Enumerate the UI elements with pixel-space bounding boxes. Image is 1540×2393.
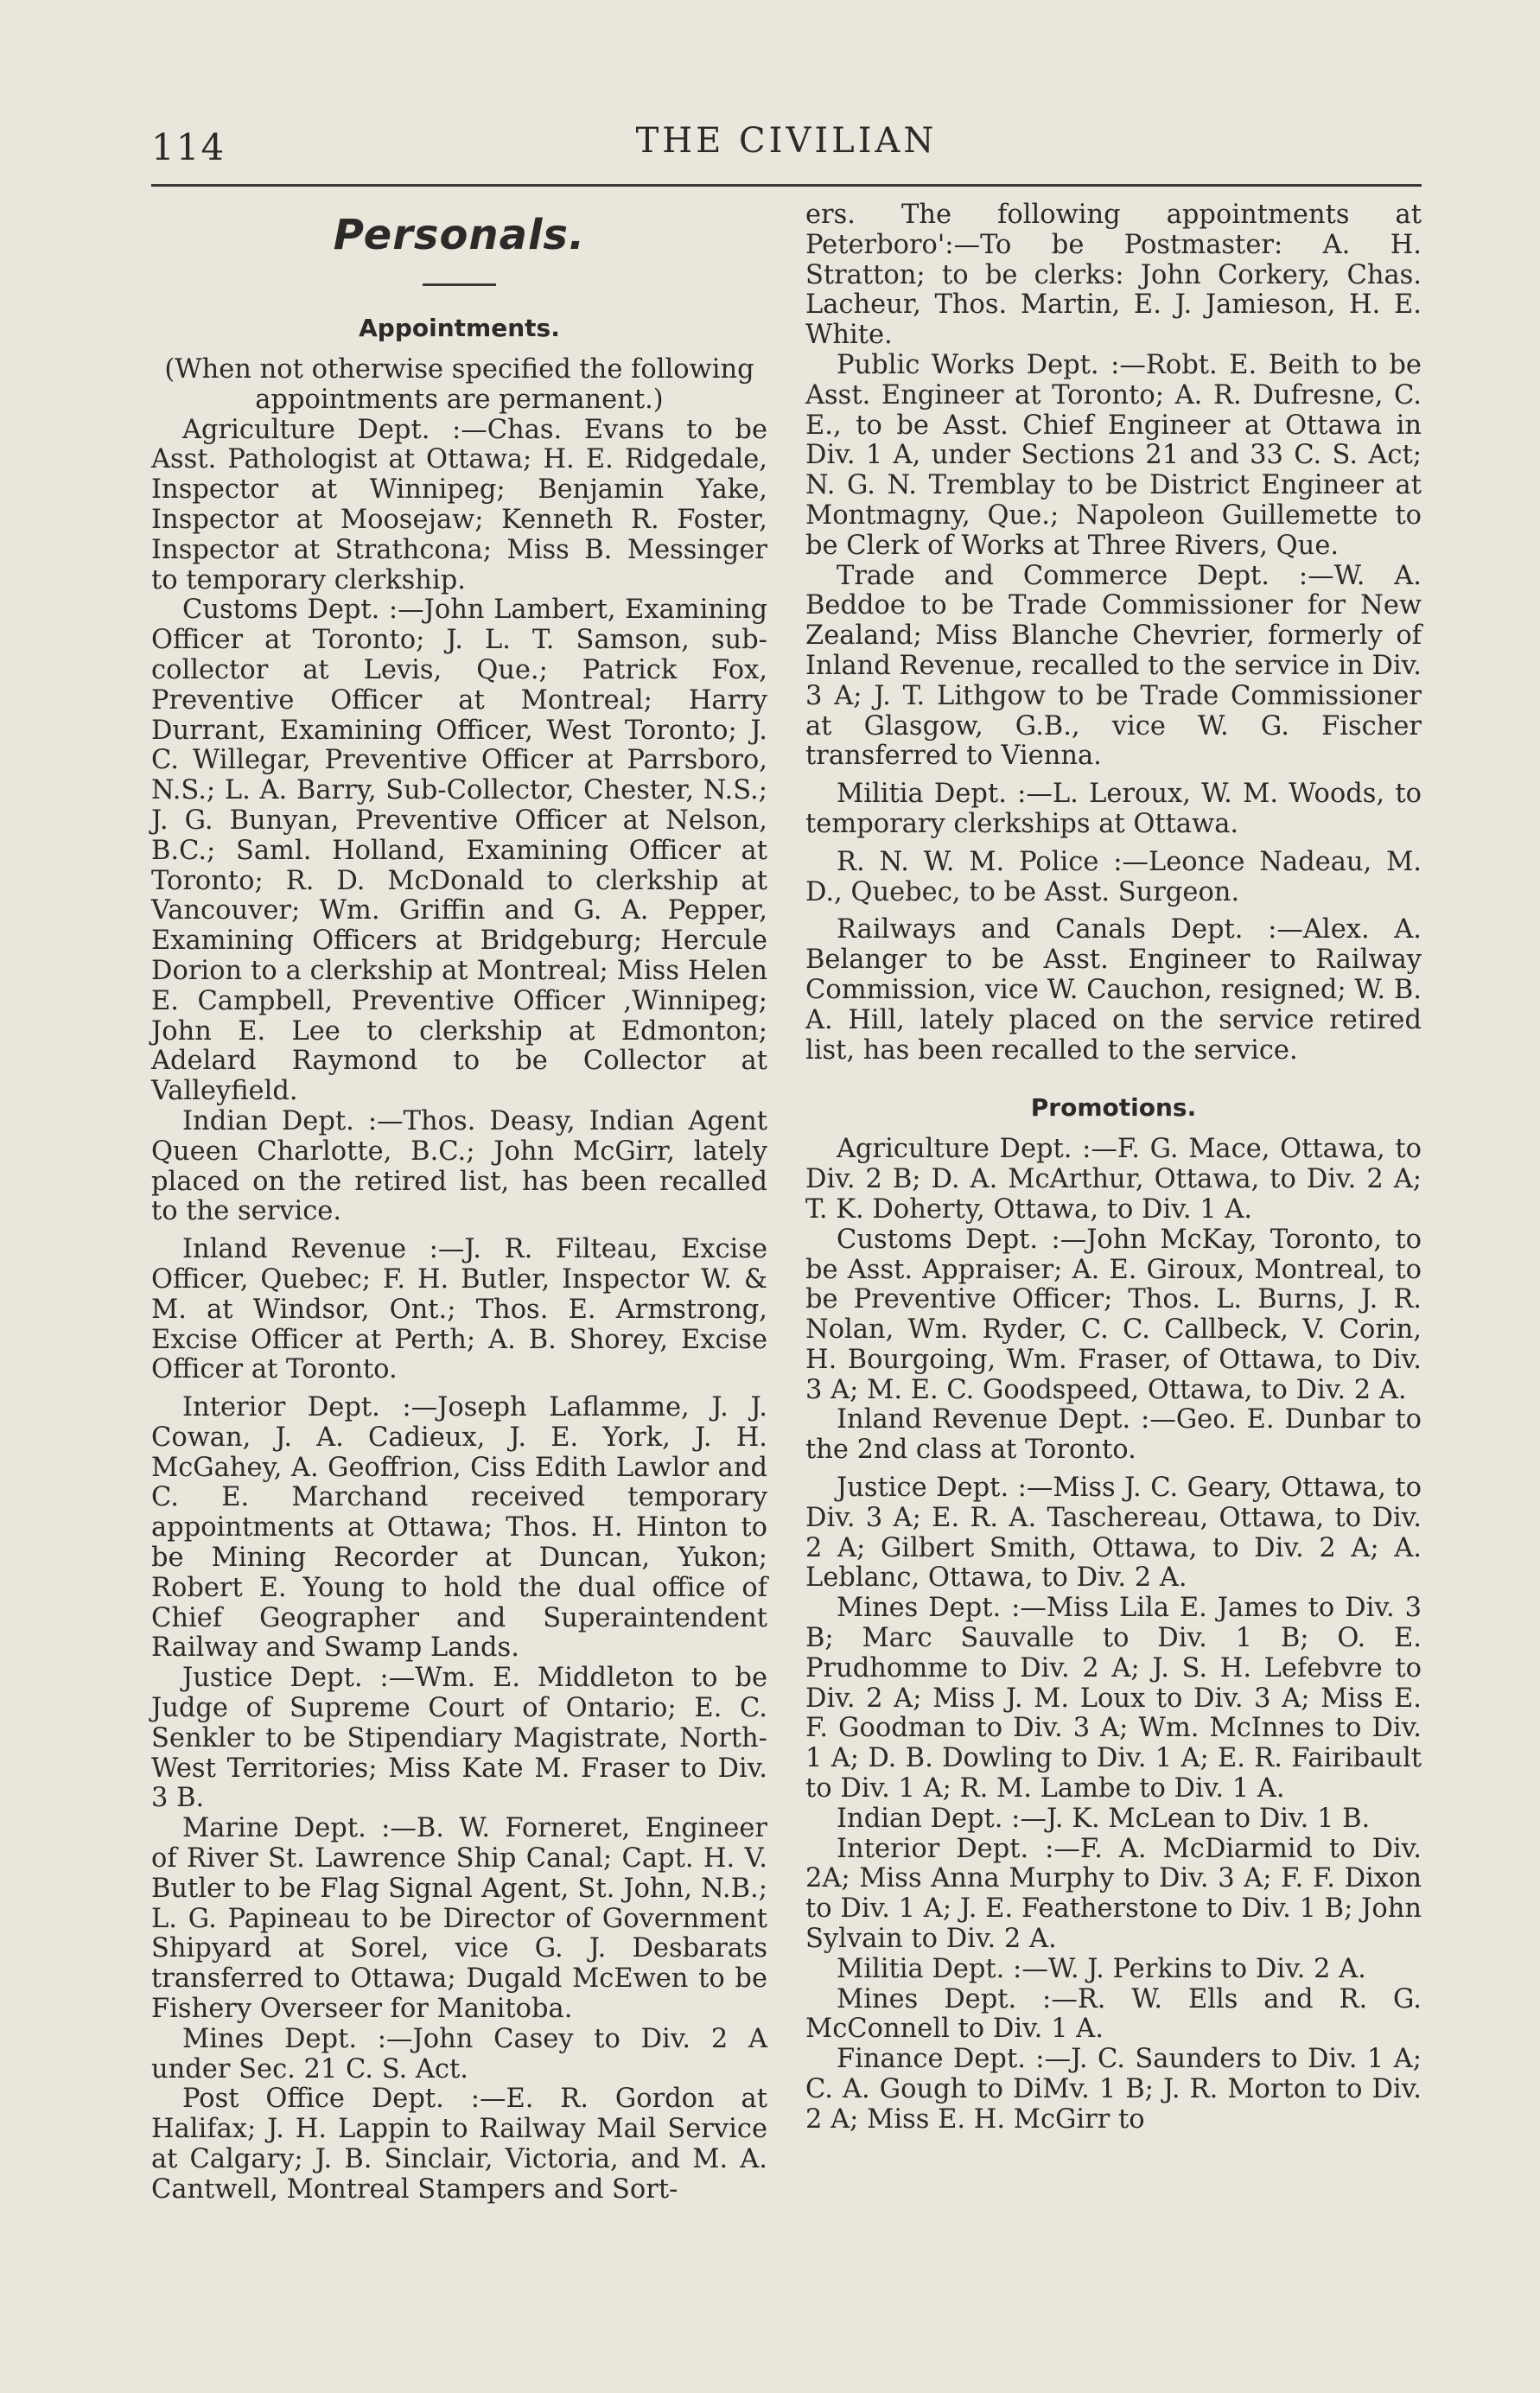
paragraph-police: R. N. W. M. Police :—Leonce Nadeau, M. D., Quebec, to be Asst. Surgeon. [805, 846, 1422, 907]
paragraph-customs: Customs Dept. :—John Lambert, Examining Officer at Toronto; J. L. T. Samson, sub-collector at Levis, Que.; Patrick Fox, Preventive Officer at Montreal; Harry Durrant, Examining Officer, West Toronto; J. C. Willegar, Preventive Officer at Parrsboro, N.S.; L. A. Barry, Sub-Collector, Chester, N.S.; J. G. Bunyan, Preventive Officer at Nelson, B.C.; Saml. Holland, Examining Officer at Toronto; R. D. McDonald to clerkship at Vancouver; Wm. Griffin and G. A. Pepper, Examining Officers at Bridgeburg; Hercule Dorion to a clerkship at Montreal; Miss Helen E. Campbell, Preventive Officer ,Winnipeg; John E. Lee to clerkship at Edmonton; Adelard Raymond to be Collector at Valleyfield. [151, 595, 767, 1107]
promotion-militia: Militia Dept. :—W. J. Perkins to Div. 2 A. [837, 1953, 1366, 1984]
paragraph-justice: Justice Dept. :—Wm. E. Middleton to be Judge of Supreme Court of Ontario; E. C. Senkler to be Stipendiary Magistrate, North-West Territories; Miss Kate M. Fraser to Div. 3 B. [151, 1663, 767, 1814]
promotion-indian: Indian Dept. :—J. K. McLean to Div. 1 B. [837, 1803, 1371, 1834]
promotion-customs: Customs Dept. :—John McKay, Toronto, to be Asst. Appraiser; A. E. Giroux, Montreal, to be Preventive Officer; Thos. L. Burns, J. R. Nolan, Wm. Ryder, C. C. Callbeck, V. Corin, H. Bourgoing, Wm. Fraser, of Ottawa, to Div. 3 A; M. E. C. Goodspeed, Ottawa, to Div. 2 A. [805, 1224, 1422, 1405]
promotion-justice: Justice Dept. :—Miss J. C. Geary, Ottawa, to Div. 3 A; E. R. A. Taschereau, Ottawa, to Div. 2 A; Gilbert Smith, Ottawa, to Div. 2 A; A. Leblanc, Ottawa, to Div. 2 A. [805, 1473, 1422, 1594]
paragraph-marine: Marine Dept. :—B. W. Forneret, Engineer of River St. Lawrence Ship Canal; Capt. H. V. Butler to be Flag Signal Agent, St. John, N.B.; L. G. Papineau to be Director of Government Shipyard at Sorel, vice G. J. Desbarats transferred to Ottawa; Dugald McEwen to be Fishery Overseer for Manitoba. [151, 1813, 767, 2025]
promotion-agriculture: Agriculture Dept. :—F. G. Mace, Ottawa, to Div. 2 B; D. A. McArthur, Ottawa, to Div. 2 A; T. K. Doherty, Ottawa, to Div. 1 A. [805, 1134, 1422, 1225]
page-header [151, 121, 1422, 169]
paragraph-militia: Militia Dept. :—L. Leroux, W. M. Woods, to temporary clerkships at Ottawa. [805, 779, 1422, 839]
paragraph-indian: Indian Dept. :—Thos. Deasy, Indian Agent Queen Charlotte, B.C.; John McGirr, lately placed on the retired list, has been recalled to the service. [151, 1105, 767, 1227]
promotion-mines: Mines Dept. :—Miss Lila E. James to Div. 3 B; Marc Sauvalle to Div. 1 B; O. E. Prudhomme to Div. 2 A; J. S. H. Lefebvre to Div. 2 A; Miss J. M. Loux to Div. 3 A; Miss E. F. Goodman to Div. 3 A; Wm. McInnes to Div. 1 A; D. B. Dowling to Div. 1 A; E. R. Fairibault to Div. 1 A; R. M. Lambe to Div. 1 A. [805, 1593, 1422, 1804]
header-rule [151, 184, 1422, 187]
subsection-title-promotions: Promotions. [1030, 1093, 1197, 1123]
promotion-finance: Finance Dept. :—J. C. Saunders to Div. 1 A; C. A. Gough to DiMv. 1 B; J. R. Morton to Div. 2 A; Miss E. H. McGirr to [805, 2044, 1422, 2135]
paragraph-mines: Mines Dept. :—John Casey to Div. 2 A under Sec. 21 C. S. Act. [151, 2023, 767, 2084]
paragraph-post-office: Post Office Dept. :—E. R. Gordon at Halifax; J. H. Lappin to Railway Mail Service at Calgary; J. B. Sinclair, Victoria, and M. A. Cantwell, Montreal Stampers and Sort- [151, 2084, 767, 2205]
paragraph-inland-revenue: Inland Revenue :—J. R. Filteau, Excise Officer, Quebec; F. H. Butler, Inspector W. & M. at Windsor, Ont.; Thos. E. Armstrong, Excise Officer at Perth; A. B. Shorey, Excise Officer at Toronto. [151, 1234, 767, 1385]
title-divider [423, 283, 496, 286]
paragraph-interior: Interior Dept. :—Joseph Laflamme, J. J. Cowan, J. A. Cadieux, J. E. York, J. H. McGahey, A. Geoffrion, Ciss Edith Lawlor and C. E. Marchand received temporary appointments at Ottawa; Thos. H. Hinton to be Mining Recorder at Duncan, Yukon; Robert E. Young to hold the dual office of Chief Geographer and Superaintendent Railway and Swamp Lands. [151, 1392, 767, 1664]
right-column [805, 200, 1422, 2135]
paragraph-public-works: Public Works Dept. :—Robt. E. Beith to be Asst. Engineer at Toronto; A. R. Dufresne, C. E., to be Asst. Chief Engineer at Ottawa in Div. 1 A, under Sections 21 and 33 C. S. Act; N. G. N. Tremblay to be District Engineer at Montmagny, Que.; Napoleon Guillemette to be Clerk of Works at Three Rivers, Que. [805, 349, 1422, 561]
paragraph-trade-commerce: Trade and Commerce Dept. :—W. A. Beddoe to be Trade Commissioner for New Zealand; Miss Blanche Chevrier, formerly of Inland Revenue, recalled to the service in Div. 3 A; J. T. Lithgow to be Trade Commissioner at Glasgow, G.B., vice W. G. Fischer transferred to Vienna. [805, 560, 1422, 772]
promotion-inland-revenue: Inland Revenue Dept. :—Geo. E. Dunbar to the 2nd class at Toronto. [805, 1404, 1422, 1466]
page-number: 114 [151, 126, 226, 169]
section-title: Personals. [333, 211, 586, 259]
journal-title: THE CIVILIAN [635, 121, 938, 161]
subsection-title-appointments: Appointments. [359, 314, 560, 342]
paragraph-railways: Railways and Canals Dept. :—Alex. A. Belanger to be Asst. Engineer to Railway Commission, vice W. Cauchon, resigned; W. B. A. Hill, lately placed on the service retired list, has been recalled to the service. [805, 914, 1422, 1066]
left-column [151, 200, 767, 2205]
appointments-note: (When not otherwise specified the following appointments are permanent.) [164, 354, 754, 415]
paragraph-agriculture: Agriculture Dept. :—Chas. Evans to be Asst. Pathologist at Ottawa; H. E. Ridgedale, Inspector at Winnipeg; Benjamin Yake, Inspector at Moosejaw; Kenneth R. Foster, Inspector at Strathcona; Miss B. Messinger to temporary clerkship. [151, 414, 767, 595]
paragraph-continuation: ers. The following appointments at Peterboro':—To be Postmaster: A. H. Stratton; to be clerks: John Corkery, Chas. Lacheur, Thos. Martin, E. J. Jamieson, H. E. White. [805, 200, 1422, 351]
promotion-mines-2: Mines Dept. :—R. W. Ells and R. G. McConnell to Div. 1 A. [805, 1983, 1422, 2045]
promotion-interior: Interior Dept. :—F. A. McDiarmid to Div. 2A; Miss Anna Murphy to Div. 3 A; F. F. Dixon to Div. 1 A; J. E. Featherstone to Div. 1 B; John Sylvain to Div. 2 A. [805, 1833, 1422, 1955]
